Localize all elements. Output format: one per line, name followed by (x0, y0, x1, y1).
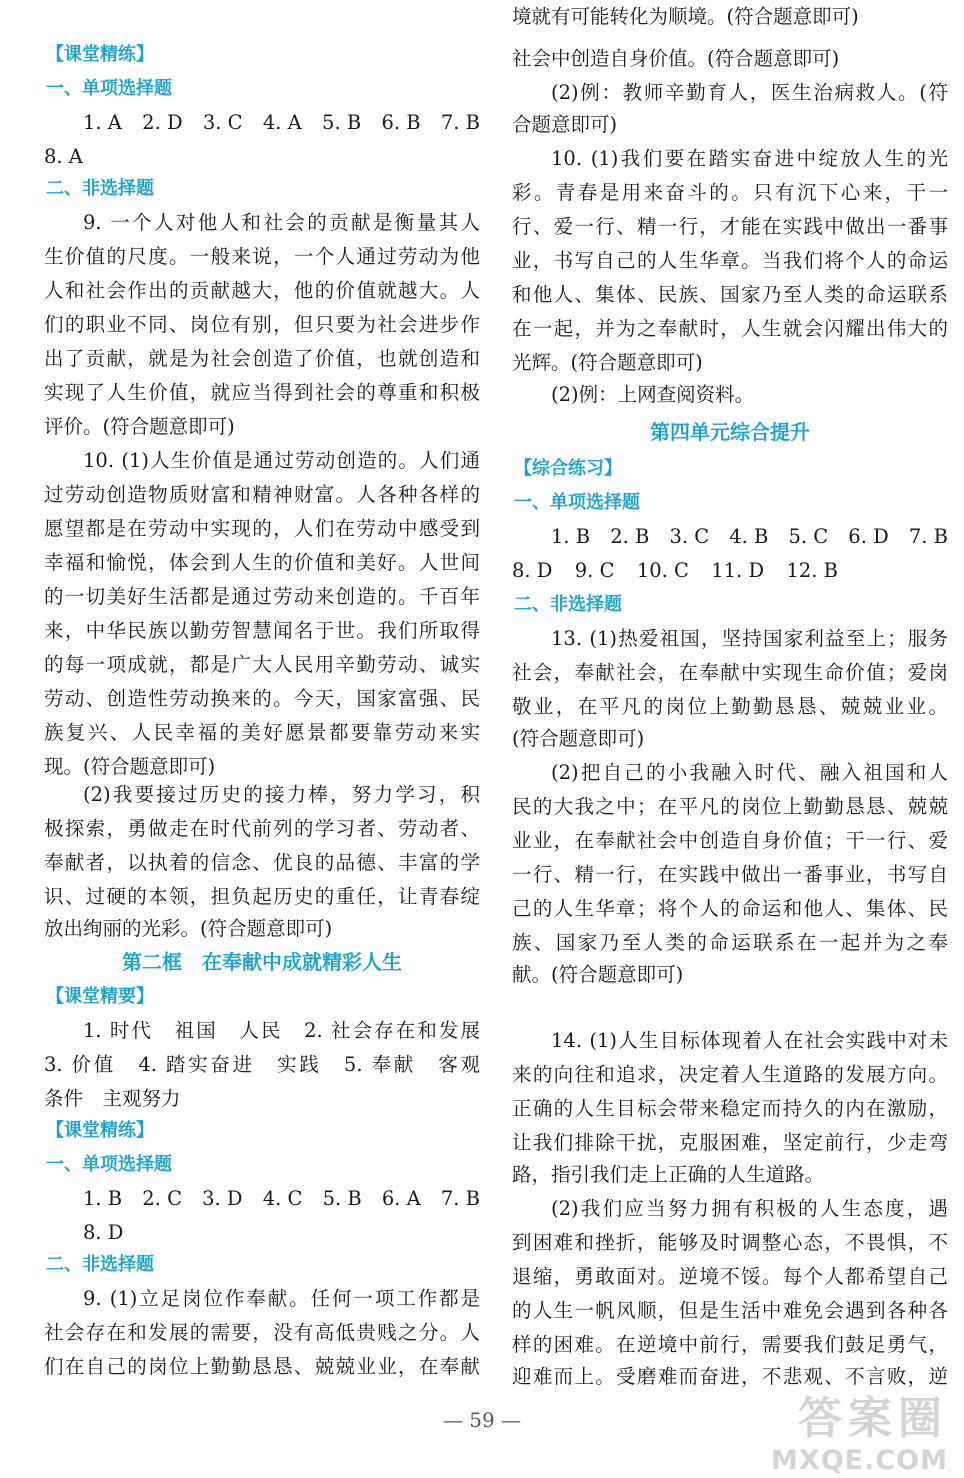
answer-item: 5. B (322, 111, 362, 134)
paragraph-line: 14. (1)人生目标体现着人在社会实践中对未 (551, 1029, 948, 1052)
paragraph-line: 生价值的尺度。一般来说，一个人通过劳动为他 (44, 245, 480, 268)
section-title: 第四单元综合提升 (650, 420, 810, 444)
answer-item: 7. B (440, 111, 480, 134)
paragraph-line: 实现了人生价值，就应当得到社会的尊重和积极 (44, 381, 480, 404)
paragraph-line: 业业，在奉献社会中创造自身价值；干一行、爱 (512, 829, 948, 852)
paragraph-line: 们在自己的岗位上勤勤恳恳、兢兢业业，在奉献 (44, 1355, 480, 1378)
paragraph-line: 10. (1)人生价值是通过劳动创造的。人们通 (83, 449, 480, 472)
answer-item: 7. B (440, 1187, 480, 1210)
answer-item: 3. C (202, 111, 243, 134)
answer-item: 12. B (786, 559, 838, 582)
paragraph-line: 极探索，勇做走在时代前列的学习者、劳动者、 (44, 817, 480, 840)
section-heading: 一、单项选择题 (514, 492, 640, 513)
answer-item: 6. B (381, 111, 421, 134)
paragraph-line: (2)把自己的小我融入时代、融入祖国和人 (551, 761, 948, 784)
section-title: 第二框 在奉献中成就精彩人生 (122, 950, 402, 974)
paragraph-line: 10. (1)我们要在踏实奋进中绽放人生的光 (551, 147, 948, 170)
section-heading: 二、非选择题 (514, 594, 622, 615)
paragraph-line: 幸福和愉悦，体会到人生的价值和美好。人世间 (44, 551, 480, 574)
paragraph-line: 出了贡献，就是为社会创造了价值，也就创造和 (44, 347, 480, 370)
answer-item: 9. C (574, 559, 615, 582)
section-heading: 一、单项选择题 (46, 78, 172, 99)
paragraph-line: 在一起，并为之奉献时，人生就会闪耀出伟大的 (512, 317, 948, 340)
paragraph-line: 的每一项成就，都是广大人民用辛勤劳动、诚实 (44, 653, 480, 676)
paragraph-line: 13. (1)热爱祖国，坚持国家利益至上；服务 (551, 627, 948, 650)
paragraph-line: 退缩，勇敢面对。逆境不馁。每个人都希望自己 (512, 1265, 948, 1288)
answer-item: 5. C (788, 525, 829, 548)
section-heading: 【课堂精要】 (46, 986, 154, 1007)
watermark-site: MXQE.COM (771, 1445, 948, 1476)
answer-item: 10. C (636, 559, 689, 582)
paragraph-line: 们的职业不同、岗位有别，但只要为社会进步作 (44, 313, 480, 336)
answer-item: 2. B (610, 525, 650, 548)
paragraph-line: 敬业，在平凡的岗位上勤勤恳恳、兢兢业业。 (512, 695, 948, 718)
paragraph-line: 己的人生华章；将个人的命运和他人、集体、民 (512, 897, 948, 920)
paragraph-line: 奉献者，以执着的信念、优良的品德、丰富的学 (44, 851, 480, 874)
paragraph-line: 人和社会作出的贡献越大，他的价值就越大。人 (44, 279, 480, 302)
paragraph-line: 族、国家乃至人类的命运联系在一起并为之奉 (512, 931, 948, 954)
paragraph-line: 1. 时代 祖国 人民 2. 社会存在和发展 (83, 1019, 480, 1042)
paragraph-line: 9. (1)立足岗位作奉献。任何一项工作都是 (83, 1287, 480, 1310)
paragraph-line: (2)我要接过历史的接力棒，努力学习，积 (83, 783, 480, 806)
section-heading: 【综合练习】 (514, 458, 622, 479)
answer-item: 1. A (83, 111, 122, 134)
paragraph-line: 条件 主观努力 (44, 1087, 181, 1110)
answer-item: 3. C (669, 525, 710, 548)
paragraph-line: 愿望都是在劳动中实现的，人们在劳动中感受到 (44, 517, 480, 540)
section-heading: 二、非选择题 (46, 178, 154, 199)
paragraph-line: (符合题意即可) (512, 727, 645, 750)
paragraph-line: 过劳动创造物质财富和精神财富。人各种各样的 (44, 483, 480, 506)
paragraph-line: 社会存在和发展的需要，没有高低贵贱之分。人 (44, 1321, 480, 1344)
answer-item: 4. C (262, 1187, 303, 1210)
paragraph-line: (2)我们应当努力拥有积极的人生态度，遇 (551, 1197, 948, 1220)
answer-item: 6. D (848, 525, 889, 548)
paragraph-line: 境就有可能转化为顺境。(符合题意即可) (512, 5, 859, 28)
paragraph-line: 一行、精一行，在实践中做出一番事业，书写自 (512, 863, 948, 886)
paragraph-line: 8. D (83, 1221, 124, 1244)
answer-item: 7. B (908, 525, 948, 548)
paragraph-line: 族复兴、人民幸福的美好愿景都要靠劳动来实 (44, 721, 480, 744)
paragraph-line: 来的向往和追求，决定着人生道路的发展方向。 (512, 1063, 948, 1086)
paragraph-line: 的一切美好生活都是通过劳动来创造的。千百年 (44, 585, 480, 608)
answer-item: 11. D (711, 559, 765, 582)
answer-row (512, 554, 948, 587)
answer-row (44, 106, 480, 139)
answer-row (44, 1182, 480, 1215)
section-heading: 一、单项选择题 (46, 1154, 172, 1175)
paragraph-line: (2)例：上网查阅资料。 (551, 383, 755, 406)
paragraph-line: 业，书写自己的人生华章。当我们将个人的命运 (512, 249, 948, 272)
paragraph-line: (2)例：教师辛勤育人，医生治病救人。(符 (551, 81, 948, 104)
paragraph-line: 让我们排除干扰，克服困难，坚定前行，少走弯 (512, 1131, 948, 1154)
paragraph-line: 社会，奉献社会，在奉献中实现生命价值；爱岗 (512, 661, 948, 684)
page-number: — 59 — (442, 1408, 522, 1432)
answer-item: 8. D (512, 559, 553, 582)
paragraph-line: 正确的人生目标会带来稳定而持久的内在激励， (512, 1097, 948, 1120)
paragraph-line: 合题意即可) (512, 113, 618, 136)
watermark-brand: 答案圈 (798, 1393, 948, 1444)
answer-item: 2. D (142, 111, 183, 134)
paragraph-line: 到困难和挫折，能够及时调整心态，不畏惧，不 (512, 1231, 948, 1254)
paragraph-line: 识、过硬的本领，担负起历史的重任，让青春绽 (44, 885, 480, 908)
paragraph-line: 彩。青春是用来奋斗的。只有沉下心来，干一 (512, 181, 948, 204)
paragraph-line: 光辉。(符合题意即可) (512, 351, 703, 374)
paragraph-line: 3. 价值 4. 踏实奋进 实践 5. 奉献 客观 (44, 1053, 480, 1076)
paragraph-line: 劳动、创造性劳动换来的。今天，国家富强、民 (44, 687, 480, 710)
paragraph-line: 8. A (44, 145, 83, 168)
answer-item: 6. A (381, 1187, 421, 1210)
paragraph-line: 民的大我之中；在平凡的岗位上勤勤恳恳、兢兢 (512, 795, 948, 818)
paragraph-line: 9. 一个人对他人和社会的贡献是衡量其人 (83, 211, 480, 234)
answer-item: 4. A (262, 111, 302, 134)
paragraph-line: 社会中创造自身价值。(符合题意即可) (512, 47, 840, 70)
paragraph-line: 路，指引我们走上正确的人生道路。 (512, 1163, 825, 1186)
answer-item: 3. D (202, 1187, 243, 1210)
answer-item: 2. C (142, 1187, 182, 1210)
paragraph-line: 评价。(符合题意即可) (44, 415, 235, 438)
paragraph-line: 放出绚丽的光彩。(符合题意即可) (44, 917, 333, 940)
paragraph-line: 样的困难。在逆境中前行，需要我们鼓足勇气， (512, 1333, 948, 1356)
paragraph-line: 和他人、集体、民族、国家乃至人类的命运联系 (512, 283, 948, 306)
answer-item: 1. B (551, 525, 591, 548)
paragraph-line: 献。(符合题意即可) (512, 963, 684, 986)
section-heading: 【课堂精练】 (46, 1120, 154, 1141)
answer-item: 5. B (322, 1187, 362, 1210)
paragraph-line: 迎难而上。受磨难而奋进，不悲观、不言败，逆 (512, 1365, 948, 1388)
answer-item: 1. B (83, 1187, 123, 1210)
paragraph-line: 行、爱一行、精一行，才能在实践中做出一番事 (512, 215, 948, 238)
paragraph-line: 现。(符合题意即可) (44, 755, 216, 778)
section-heading: 二、非选择题 (46, 1254, 154, 1275)
watermark-logo (752, 1394, 952, 1476)
paragraph-line: 来，中华民族以勤劳智慧闻名于世。我们所取得 (44, 619, 480, 642)
answer-item: 4. B (729, 525, 769, 548)
paragraph-line: 的人生一帆风顺，但是生活中难免会遇到各种各 (512, 1299, 948, 1322)
section-heading: 【课堂精练】 (46, 44, 154, 65)
answer-row (512, 520, 948, 553)
